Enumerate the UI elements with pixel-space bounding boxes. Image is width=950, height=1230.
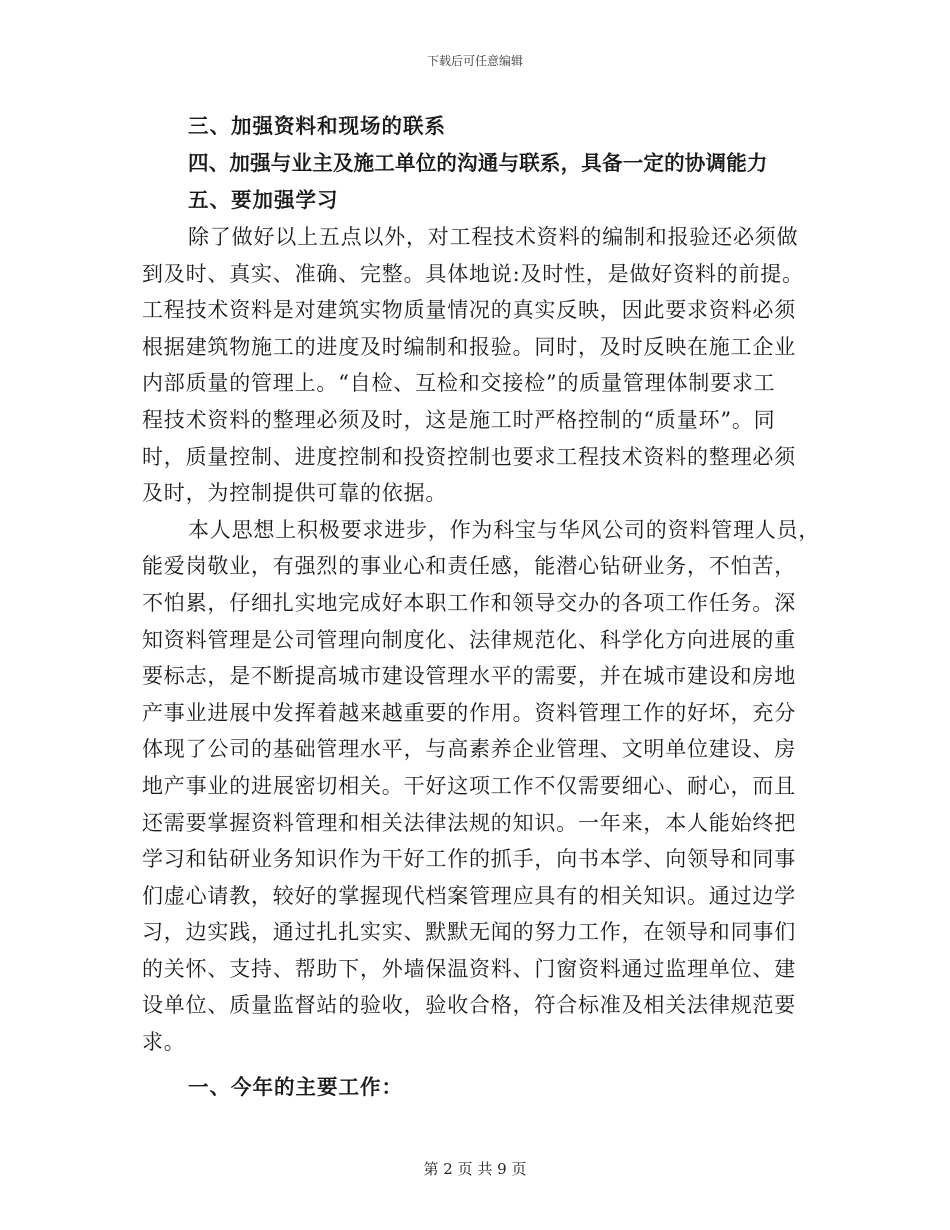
section-heading-4: 四、加强与业主及施工单位的沟通与联系，具备一定的协调能力 bbox=[188, 151, 768, 175]
section-heading-3: 三、加强资料和现场的联系 bbox=[188, 114, 446, 138]
paragraph-line: 地产事业的进展密切相关。干好这项工作不仅需要细心、耐心，而且 bbox=[142, 773, 796, 798]
paragraph-line: 能爱岗敬业，有强烈的事业心和责任感，能潜心钻研业务，不怕苦， bbox=[142, 554, 796, 579]
paragraph-line: 要标志，是不断提高城市建设管理水平的需要，并在城市建设和房地 bbox=[142, 664, 796, 689]
paragraph-line: 体现了公司的基础管理水平，与高素养企业管理、文明单位建设、房 bbox=[142, 737, 796, 762]
page-header-note: 下载后可任意编辑 bbox=[426, 54, 523, 68]
paragraph-line: 的关怀、支持、帮助下，外墙保温资料、门窗资料通过监理单位、建 bbox=[142, 956, 796, 981]
section-heading-5: 五、要加强学习 bbox=[188, 188, 339, 212]
document-body bbox=[142, 108, 821, 1106]
paragraph-line: 学习和钻研业务知识作为干好工作的抓手，向书本学、向领导和同事 bbox=[142, 847, 796, 872]
paragraph-line: 除了做好以上五点以外，对工程技术资料的编制和报验还必须做 bbox=[188, 225, 799, 249]
paragraph-line: 求。 bbox=[142, 1030, 186, 1055]
section-heading-main-work: 一、今年的主要工作： bbox=[188, 1074, 403, 1099]
paragraph-line: 不怕累，仔细扎实地完成好本职工作和领导交办的各项工作任务。深 bbox=[142, 590, 796, 615]
paragraph-line: 本人思想上积极要求进步，作为科宝与华风公司的资料管理人员， bbox=[188, 517, 821, 542]
paragraph-line: 习，边实践，通过扎扎实实、默默无闻的努力工作，在领导和同事们 bbox=[142, 920, 796, 945]
paragraph-line: 还需要掌握资料管理和相关法律法规的知识。一年来，本人能始终把 bbox=[142, 810, 796, 835]
paragraph-line: 工程技术资料是对建筑实物质量情况的真实反映，因此要求资料必须 bbox=[142, 298, 796, 323]
paragraph-timeliness bbox=[142, 219, 810, 512]
paragraph-line: 时，质量控制、进度控制和投资控制也要求工程技术资料的整理必须 bbox=[142, 444, 796, 469]
paragraph-line: 们虚心请教，较好的掌握现代档案管理应具有的相关知识。通过边学 bbox=[142, 883, 796, 908]
paragraph-line: 产事业进展中发挥着越来越重要的作用。资料管理工作的好坏，充分 bbox=[142, 700, 796, 725]
paragraph-line: 根据建筑物施工的进度及时编制和报验。同时，及时反映在施工企业 bbox=[142, 334, 796, 359]
paragraph-line: 及时，为控制提供可靠的依据。 bbox=[142, 481, 448, 506]
paragraph-line: 到及时、真实、准确、完整。具体地说:及时性，是做好资料的前提。 bbox=[142, 261, 804, 286]
paragraph-line: 知资料管理是公司管理向制度化、法律规范化、科学化方向进展的重 bbox=[142, 627, 796, 652]
paragraph-self-assessment bbox=[142, 512, 821, 1061]
paragraph-line: 内部质量的管理上。“自检、互检和交接检”的质量管理体制要求工 bbox=[142, 371, 776, 396]
page-number-footer: 第 2 页 共 9 页 bbox=[423, 1160, 527, 1178]
paragraph-line: 设单位、质量监督站的验收，验收合格，符合标准及相关法律规范要 bbox=[142, 993, 796, 1018]
paragraph-line: 程技术资料的整理必须及时，这是施工时严格控制的“质量环”。同 bbox=[142, 407, 776, 432]
